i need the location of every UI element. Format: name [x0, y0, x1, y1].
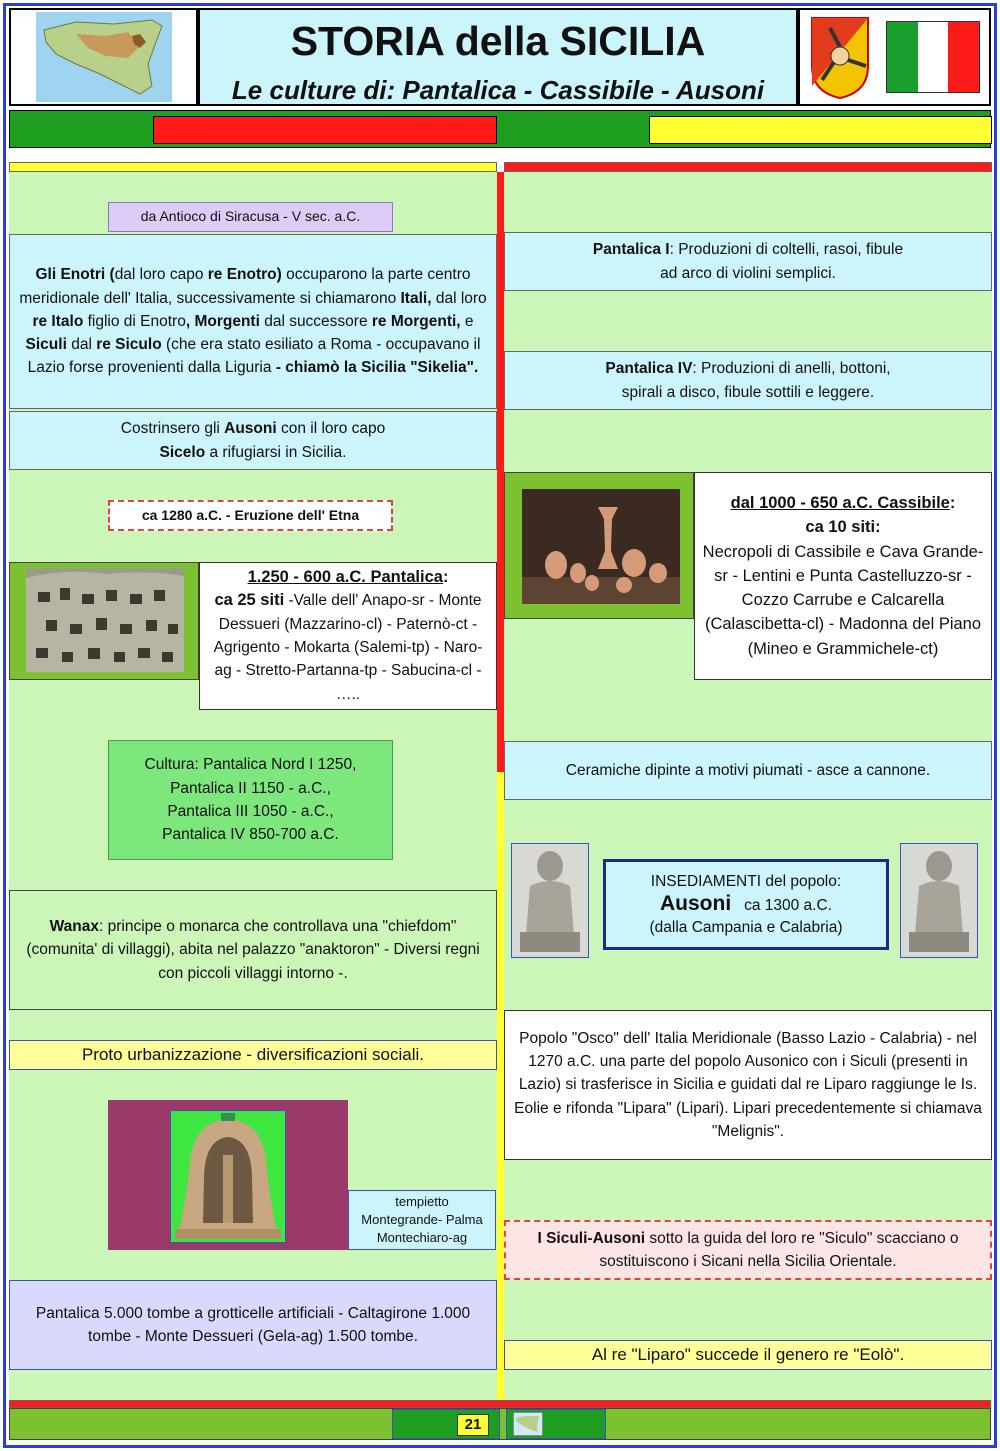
cassibile-sites-count: ca 10 siti: [805, 518, 881, 537]
sicily-map-icon [36, 12, 172, 102]
cassibile-photo-frame [504, 472, 694, 619]
pantalica-sites: -Valle dell' Anapo-sr - Monte Dessueri (Mazzarino-cl) - Paternò-ct - Agrigento - Mokarta (Salemi-tp) - Naro-ag - Stretto-Partanna-tp - Sabucina-cl - ….. [213, 592, 483, 703]
source-tag: da Antioco di Siracusa - V sec. a.C. [108, 202, 393, 232]
cultura-line: Cultura: Pantalica Nord I 1250, [144, 756, 357, 774]
italian-flag-icon [886, 21, 980, 93]
clay-temple-model-icon [171, 1111, 285, 1242]
footer-red-bar [9, 1400, 991, 1408]
pantalica-photo-frame [9, 562, 199, 680]
wanax-box: Wanax: principe o monarca che controllava una "chiefdom" (comunita' di villaggi), abita nel palazzo "anaktoron" - Diversi regni con piccoli villaggi intorno -. [9, 890, 497, 1010]
rock-tombs-photo-icon [26, 568, 184, 672]
ceramiche-box: Ceramiche dipinte a motivi piumati - asce a cannone. [504, 741, 992, 800]
cassibile-box: dal 1000 - 650 a.C. Cassibile: ca 10 siti: Necropoli di Cassibile e Cava Grande-sr - Lentini e Punta Castelluzzo-sr - Cozzo Carrube e Calcarella (Calascibetta-cl) - Madonna del Piano (Mineo e Grammichele-ct) [694, 472, 992, 680]
page-number: 21 [457, 1414, 489, 1436]
cultura-box [108, 740, 393, 860]
cultura-line: Pantalica II 1150 - a.C., [170, 779, 331, 797]
ausoni-name: Ausoni [660, 891, 732, 915]
siculi-ausoni-box: I Siculi-Ausoni sotto la guida del loro re "Siculo" scacciano o sostituiscono i Sicani nella Sicilia Orientale. [504, 1220, 992, 1280]
center-divider-yellow [497, 772, 504, 1412]
liparo-box: Al re "Liparo" succede il genero re "Eolò". [504, 1340, 992, 1370]
insediamenti-box: INSEDIAMENTI del popolo: Ausoni ca 1300 a.C. (dalla Campania e Calabria) [603, 859, 889, 950]
header-stripe [9, 110, 991, 148]
header-map-box [9, 8, 198, 106]
center-divider-red [497, 172, 504, 772]
pantalica-box: 1.250 - 600 a.C. Pantalica: ca 25 siti -Valle dell' Anapo-sr - Monte Dessueri (Mazzarino-cl) - Paternò-ct - Agrigento - Mokarta (Salemi-tp) - Naro-ag - Stretto-Partanna-tp - Sabucina-cl - ….. [199, 562, 497, 710]
pantalica-sites-count: ca 25 siti [214, 591, 285, 610]
page-title: STORIA della SICILIA [290, 18, 706, 64]
ausoni-text: Costrinsero gli Ausoni con il loro capo Sicelo a rifugiarsi in Sicilia. [120, 420, 386, 461]
pantalica4-box: Pantalica IV: Produzioni di anelli, bottoni, spirali a disco, fibule sottili e leggere. [504, 351, 992, 410]
ceramic-vases-photo-icon [522, 489, 680, 604]
page-subtitle: Le culture di: Pantalica - Cassibile - Ausoni [231, 75, 765, 105]
enotri-box [9, 234, 497, 409]
osco-box: Popolo "Osco" dell' Italia Meridionale (Basso Lazio - Calabria) - nel 1270 a.C. una parte del popolo Ausonico con i Siculi (presenti in Lazio) si trasferisce in Sicilia e guidati dal re Liparo raggiunge le Is. Eolie e rifonda "Lipara" (Lipari). Lipari precedentemente si chiamava "Melignis". [504, 1010, 992, 1160]
stripe-yellow-block [649, 116, 992, 144]
seated-statue-icon [901, 844, 977, 957]
tombe-box: Pantalica 5.000 tombe a grotticelle artificiali - Caltagirone 1.000 tombe - Monte Dessueri (Gela-ag) 1.500 tombe. [9, 1280, 497, 1370]
right-top-bar [504, 162, 992, 172]
pantalica-heading: 1.250 - 600 a.C. Pantalica [247, 568, 443, 587]
etna-tag: ca 1280 a.C. - Eruzione dell' Etna [108, 500, 393, 531]
header-flags-box [798, 8, 991, 106]
cultura-line: Pantalica III 1050 - a.C., [167, 803, 334, 820]
left-top-bar [9, 162, 497, 172]
stripe-red-block [153, 116, 497, 144]
pantalica1-box: Pantalica I: Produzioni di coltelli, rasoi, fibule ad arco di violini semplici. [504, 232, 992, 291]
statue-photo-right [900, 843, 978, 958]
footer-block-right [506, 1409, 606, 1439]
footer-block-left [392, 1409, 500, 1439]
cassibile-heading: dal 1000 - 650 a.C. Cassibile [730, 493, 950, 512]
sicily-map-thumbnail-icon [513, 1412, 543, 1436]
header-title-box [198, 8, 798, 106]
proto-box: Proto urbanizzazione - diversificazioni sociali. [9, 1040, 497, 1070]
cultura-line: Pantalica IV 850-700 a.C. [162, 826, 339, 844]
cassibile-sites: Necropoli di Cassibile e Cava Grande-sr - Lentini e Punta Castelluzzo-sr - Cozzo Carrube e Calcarella (Calascibetta-cl) - Madonna del Piano (Mineo e Grammichele-ct) [702, 542, 984, 658]
enotri-text: Gli Enotri (dal loro capo re Enotro) occuparono la parte centro meridionale dell' Italia, successivamente si chiamarono Itali, dal loro re Italo figlio di Enotro, Morgenti dal successore re Morgenti, e Siculi dal re Siculo (che era stato esiliato a Roma - occupavano il Lazio forse provenienti dalla Liguria - chiamò la Sicilia "Sikelia". [19, 266, 487, 377]
footer-bar [9, 1408, 991, 1440]
ausoni-box [9, 411, 497, 470]
tempietto-caption: tempietto Montegrande- Palma Montechiaro-ag [348, 1190, 496, 1250]
trinacria-flag-icon [808, 16, 872, 100]
statue-photo-left [511, 843, 589, 958]
seated-statue-icon [512, 844, 588, 957]
tempietto-photo-frame [108, 1100, 348, 1250]
